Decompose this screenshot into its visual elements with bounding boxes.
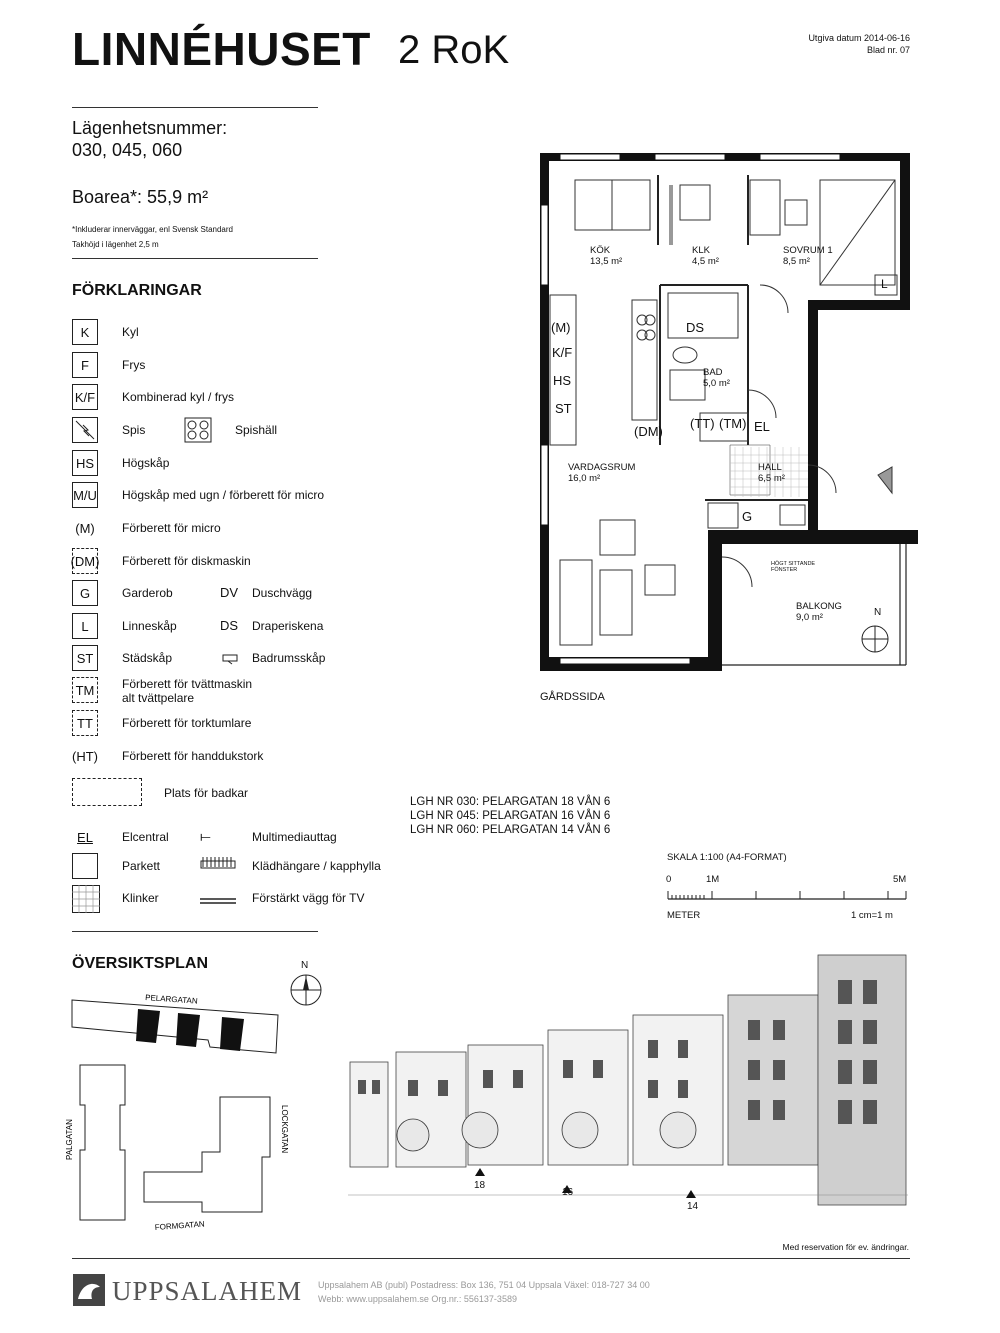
legend-text: Multimediauttag <box>252 830 337 844</box>
plan-linen-cabinet: L <box>881 277 888 291</box>
fridge-icon: K <box>72 319 98 345</box>
address-line: LGH NR 045: PELARGATAN 16 VÅN 6 <box>410 810 611 822</box>
street-pelargatan: PELARGATAN <box>144 993 198 1006</box>
room-walk-in-closet: KLK 4,5 m² <box>692 245 719 267</box>
plan-cleaning-cabinet: ST <box>555 401 572 416</box>
tv-wall-icon <box>200 894 236 908</box>
entrance-14: 14 <box>687 1201 699 1212</box>
legend-item <box>72 319 402 347</box>
scale-one: 1M <box>706 874 720 885</box>
legend-text: Frys <box>122 358 146 372</box>
legend-text: Kombinerad kyl / frys <box>122 390 235 404</box>
bathtub-icon <box>72 778 142 806</box>
room-living-room: VARDAGSRUM 16,0 m² <box>568 462 636 484</box>
room-kitchen: KÖK 13,5 m² <box>590 245 623 267</box>
legend-text: Högskåp med ugn / förberett för micro <box>122 488 325 502</box>
legend-item <box>72 352 402 380</box>
brand-name: UPPSALAHEM <box>112 1276 303 1306</box>
divider <box>72 931 318 932</box>
footer-web: Webb: www.uppsalahem.se Org.nr.: 556137-3589 <box>318 1294 517 1304</box>
reservation-note: Med reservation för ev. ändringar. <box>782 1242 909 1252</box>
legend-text: Duschvägg <box>252 586 313 600</box>
room-bedroom: SOVRUM 1 8,5 m² <box>783 245 833 267</box>
legend-item <box>72 417 402 445</box>
legend-text: Linneskåp <box>122 619 177 633</box>
tall-cabinet-icon: HS <box>72 450 98 476</box>
legend-text: Förstärkt vägg för TV <box>252 891 365 905</box>
area-footnote: *Inkluderar innerväggar, enl Svensk Standard <box>72 225 233 234</box>
plan-washing-machine: (TM) <box>719 416 747 431</box>
legend-item <box>72 853 402 881</box>
legend-item <box>72 482 402 510</box>
divider <box>72 1258 910 1259</box>
street-palgatan: PALGATAN <box>65 1119 74 1160</box>
tile-icon <box>72 885 100 916</box>
legend-item <box>72 743 402 771</box>
multimedia-outlet-icon: ⟝ <box>200 829 211 844</box>
wardrobe-icon: G <box>72 580 98 606</box>
shower-wall-icon: DV <box>220 585 239 600</box>
issue-date: Utgiva datum 2014-06-16 <box>808 33 910 43</box>
legend-text: Garderob <box>122 586 173 600</box>
overview-north-label: N <box>301 960 309 971</box>
legend-item <box>72 450 402 478</box>
overview-heading: ÖVERSIKTSPLAN <box>72 955 209 972</box>
legend-text: Klinker <box>122 891 159 905</box>
legend-item <box>72 645 402 673</box>
scale-zero: 0 <box>666 874 672 885</box>
legend-text: Förberett för handdukstork <box>122 749 264 763</box>
bathroom-cabinet-icon <box>222 653 238 668</box>
ceiling-height-note: Takhöjd i lägenhet 2,5 m <box>72 240 159 249</box>
legend-text: Parkett <box>122 859 161 873</box>
scale-title: SKALA 1:100 (A4-FORMAT) <box>667 852 787 863</box>
curtain-rail-icon: DS <box>220 618 239 633</box>
plan-dishwasher: (DM) <box>634 424 663 439</box>
project-title: LINNÉHUSET <box>72 23 371 75</box>
plan-fridge-freezer: K/F <box>552 345 573 360</box>
scale-ratio: 1 cm=1 m <box>851 910 893 921</box>
legend-text: Kyl <box>122 325 139 339</box>
living-area: Boarea*: 55,9 m² <box>72 187 209 207</box>
plan-curtain-rail: DS <box>686 320 705 335</box>
microwave-icon: (M) <box>75 520 95 536</box>
courtyard-label: GÅRDSSIDA <box>540 691 605 703</box>
legend-text: Spishäll <box>235 423 278 437</box>
scale-bar <box>666 885 912 903</box>
entrance-16: 16 <box>562 1187 574 1198</box>
plan-tumble-dryer: (TT) <box>690 416 715 431</box>
legend-item <box>72 384 402 412</box>
plan-microwave: (M) <box>551 320 571 335</box>
floor-plan <box>530 145 930 680</box>
legend-text: Draperiskena <box>252 619 324 633</box>
tumble-dryer-icon: TT <box>72 710 98 736</box>
street-formgatan: FORMGATAN <box>154 1219 205 1232</box>
legend-text: Elcentral <box>122 830 169 844</box>
uppsalahem-logo-icon <box>72 1273 106 1307</box>
fridge-freezer-icon: K/F <box>72 384 98 410</box>
scale-unit: METER <box>667 910 701 921</box>
legend-heading: FÖRKLARINGAR <box>72 282 202 299</box>
washing-machine-icon: TM <box>72 677 98 703</box>
legend-text: Förberett för torktumlare <box>122 716 252 730</box>
legend-text: Förberett för diskmaskin <box>122 554 251 568</box>
legend-item <box>72 778 402 806</box>
apartment-number-label: Lägenhetsnummer: <box>72 118 228 138</box>
dishwasher-icon: (DM) <box>72 548 98 574</box>
linen-cabinet-icon: L <box>72 613 98 639</box>
legend-item <box>72 710 402 738</box>
room-balcony: BALKONG 9,0 m² <box>796 601 842 623</box>
room-hall: HALL 6,5 m² <box>758 462 785 484</box>
window-note: HÖGT SITTANDE FÖNSTER <box>771 561 816 573</box>
legend-text: Spis <box>122 423 146 437</box>
divider <box>72 258 318 259</box>
apartment-numbers: 030, 045, 060 <box>72 140 183 160</box>
entrance-18: 18 <box>474 1180 486 1191</box>
plan-tall-cabinet: HS <box>553 373 572 388</box>
site-plan <box>60 985 340 1235</box>
freezer-icon: F <box>72 352 98 378</box>
legend-item <box>72 548 402 576</box>
scale-five: 5M <box>893 874 907 885</box>
legend-text: Klädhängare / kapphylla <box>252 859 381 873</box>
legend-text: Förberett för micro <box>122 521 221 535</box>
legend-text: Förberett för tvättmaskin <box>122 677 253 691</box>
plan-north-label: N <box>874 607 882 618</box>
oven-cabinet-icon: M/U <box>72 482 98 508</box>
stove-icon <box>72 417 98 443</box>
parquet-icon <box>72 853 98 879</box>
plan-electrical-panel: EL <box>754 419 770 434</box>
coat-rack-icon <box>200 855 236 874</box>
footer-address: Uppsalahem AB (publ) Postadress: Box 136, 751 04 Uppsala Växel: 018-727 34 00 <box>318 1280 650 1290</box>
legend-item <box>72 515 402 543</box>
street-lockgatan: LOCKGATAN <box>280 1105 289 1154</box>
legend-item <box>72 580 402 608</box>
divider <box>72 107 318 108</box>
legend-text: alt tvättpelare <box>122 691 195 705</box>
towel-dryer-icon: (HT) <box>72 748 98 764</box>
address-line: LGH NR 030: PELARGATAN 18 VÅN 6 <box>410 796 611 808</box>
address-line: LGH NR 060: PELARGATAN 14 VÅN 6 <box>410 824 611 836</box>
legend-item <box>72 613 402 641</box>
electrical-panel-icon: EL <box>77 829 93 845</box>
legend-item <box>72 677 402 705</box>
cooktop-icon <box>184 417 212 446</box>
cleaning-cabinet-icon: ST <box>72 645 98 671</box>
plan-wardrobe: G <box>742 509 753 524</box>
legend-text: Badrumsskåp <box>252 651 326 665</box>
legend-text: Högskåp <box>122 456 170 470</box>
legend-item <box>72 885 402 913</box>
legend-item <box>72 824 402 852</box>
building-illustration <box>348 950 913 1235</box>
apartment-type: 2 RoK <box>398 28 510 72</box>
sheet-number: Blad nr. 07 <box>866 45 910 55</box>
room-bathroom: BAD 5,0 m² <box>703 367 730 389</box>
legend-text: Plats för badkar <box>164 786 249 800</box>
legend-text: Städskåp <box>122 651 173 665</box>
